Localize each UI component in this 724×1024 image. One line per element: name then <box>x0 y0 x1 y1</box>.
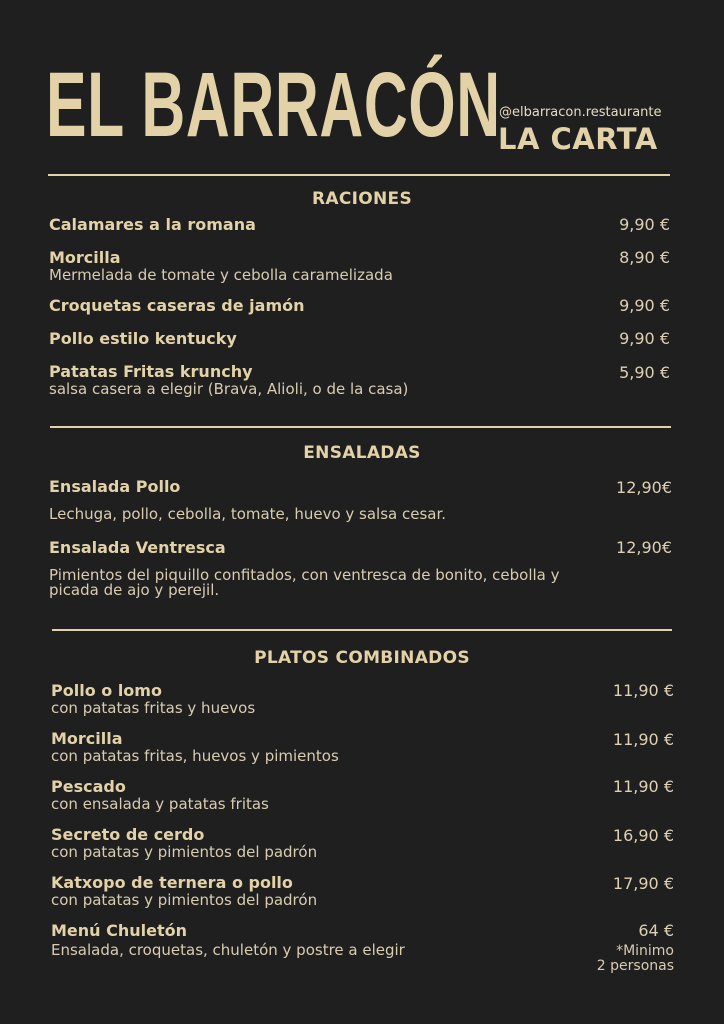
item-description: Pimientos del piquillo confitados, con ventresca de bonito, cebolla y <box>49 566 560 584</box>
item-name: Pollo estilo kentucky <box>49 329 237 348</box>
menu-item <box>51 922 405 958</box>
item-name: Ensalada Ventresca <box>49 538 226 557</box>
menu-item <box>51 826 317 860</box>
divider <box>48 174 670 176</box>
item-price: 17,90 € <box>612 874 674 893</box>
item-name: Pescado <box>51 777 126 796</box>
menu-item <box>49 478 180 496</box>
item-name: Morcilla <box>49 248 121 267</box>
restaurant-name: EL BARRACÓN <box>46 54 501 156</box>
item-description: con patatas y pimientos del padrón <box>51 891 318 909</box>
item-name: Katxopo de ternera o pollo <box>51 873 293 892</box>
item-description: con patatas y pimientos del padrón <box>51 843 318 861</box>
menu-item <box>49 216 256 234</box>
minimum-note: *Minimo <box>616 943 674 959</box>
item-name: Ensalada Pollo <box>49 477 181 496</box>
item-price: 9,90 € <box>619 215 670 234</box>
section-title-raciones: RACIONES <box>312 189 412 209</box>
menu-item <box>49 249 393 283</box>
item-name: Patatas Fritas krunchy <box>49 362 253 381</box>
item-description: con patatas fritas, huevos y pimientos <box>51 747 339 765</box>
item-description: con patatas fritas y huevos <box>51 699 256 717</box>
menu-item <box>49 297 305 315</box>
item-name: Menú Chuletón <box>51 921 188 940</box>
menu-item <box>51 778 269 812</box>
item-price: 9,90 € <box>619 296 670 315</box>
item-price: 11,90 € <box>612 730 674 749</box>
item-price: 5,90 € <box>619 363 670 382</box>
item-price: 12,90€ <box>616 478 672 497</box>
menu-item <box>49 330 237 348</box>
menu-item <box>51 730 339 764</box>
menu-item <box>49 363 408 397</box>
item-name: Pollo o lomo <box>51 681 162 700</box>
item-description: con ensalada y patatas fritas <box>51 795 269 813</box>
item-price: 9,90 € <box>619 329 670 348</box>
divider <box>52 629 672 631</box>
item-description: Ensalada, croquetas, chuletón y postre a elegir <box>51 941 405 959</box>
item-description-continued: picada de ajo y perejil. <box>49 581 220 599</box>
item-price: 11,90 € <box>612 681 674 700</box>
item-name: Croquetas caseras de jamón <box>49 296 305 315</box>
minimum-note-persons: 2 personas <box>596 958 674 974</box>
item-description: salsa casera a elegir (Brava, Alioli, o de la casa) <box>49 380 409 398</box>
divider <box>50 426 671 428</box>
item-price: 12,90€ <box>616 538 672 557</box>
menu-item <box>49 539 226 557</box>
item-name: Calamares a la romana <box>49 215 256 234</box>
menu-title: LA CARTA <box>498 122 658 156</box>
item-description: Mermelada de tomate y cebolla caramelizada <box>49 266 393 284</box>
item-price: 64 € <box>638 921 674 940</box>
item-price: 11,90 € <box>612 777 674 796</box>
section-title-ensaladas: ENSALADAS <box>303 443 421 463</box>
menu-item <box>51 682 255 716</box>
item-price: 8,90 € <box>619 248 670 267</box>
instagram-handle: @elbarracon.restaurante <box>499 105 662 120</box>
item-name: Morcilla <box>51 729 123 748</box>
menu-item <box>51 874 317 908</box>
item-description: Lechuga, pollo, cebolla, tomate, huevo y salsa cesar. <box>49 505 447 523</box>
item-price: 16,90 € <box>612 826 674 845</box>
section-title-platos-combinados: PLATOS COMBINADOS <box>254 648 470 668</box>
item-name: Secreto de cerdo <box>51 825 205 844</box>
